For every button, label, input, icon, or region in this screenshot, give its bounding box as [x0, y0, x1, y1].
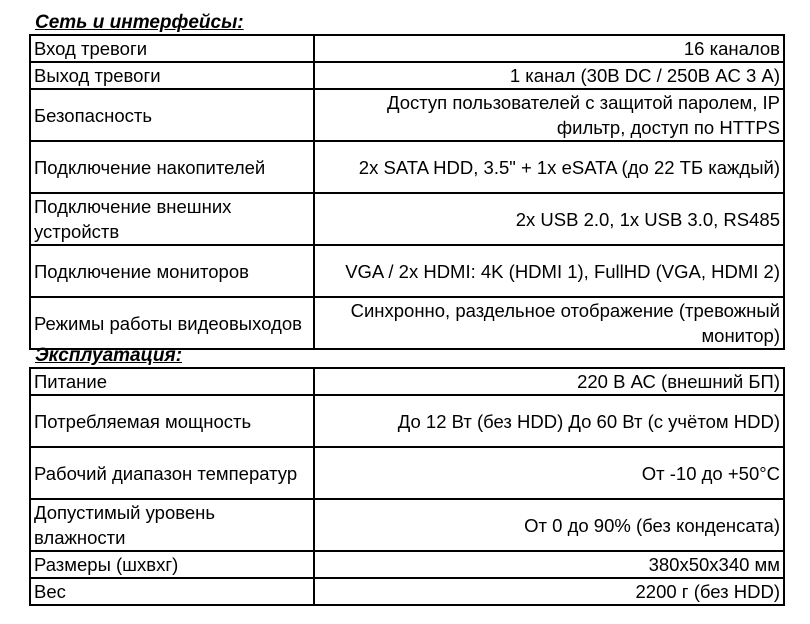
spec-label: Подключение мониторов: [30, 245, 314, 297]
spec-value: VGA / 2x HDMI: 4K (HDMI 1), FullHD (VGA, HDMI 2): [314, 245, 784, 297]
section-title-operation: Эксплуатация:: [35, 345, 183, 366]
table-row: [30, 447, 784, 499]
table-row: [30, 578, 784, 605]
spec-value: Синхронно, раздельное отображение (тревожный монитор): [314, 297, 784, 349]
spec-label: Потребляемая мощность: [30, 395, 314, 447]
spec-label: Вес: [30, 578, 314, 605]
spec-value: 380x50x340 мм: [314, 551, 784, 578]
network-spec-table: [29, 34, 785, 350]
spec-value: 2x USB 2.0, 1x USB 3.0, RS485: [314, 193, 784, 245]
operation-spec-table: [29, 367, 785, 606]
spec-label: Допустимый уровень влажности: [30, 499, 314, 551]
table-row: [30, 141, 784, 193]
spec-label: Вход тревоги: [30, 35, 314, 62]
spec-label: Безопасность: [30, 89, 314, 141]
spec-label: Рабочий диапазон температур: [30, 447, 314, 499]
section-title-network: Сеть и интерфейсы:: [35, 12, 244, 33]
table-row: [30, 245, 784, 297]
spec-label: Подключение накопителей: [30, 141, 314, 193]
table-row: [30, 193, 784, 245]
spec-value: От -10 до +50°С: [314, 447, 784, 499]
spec-value: Доступ пользователей с защитой паролем, IP фильтр, доступ по HTTPS: [314, 89, 784, 141]
spec-value: От 0 до 90% (без конденсата): [314, 499, 784, 551]
table-row: [30, 499, 784, 551]
table-row: [30, 395, 784, 447]
spec-value: 2200 г (без HDD): [314, 578, 784, 605]
spec-label: Режимы работы видеовыходов: [30, 297, 314, 349]
table-row: [30, 35, 784, 62]
spec-label: Выход тревоги: [30, 62, 314, 89]
spec-label: Питание: [30, 368, 314, 395]
spec-value: 220 В АС (внешний БП): [314, 368, 784, 395]
table-row: [30, 62, 784, 89]
table-row: [30, 551, 784, 578]
spec-value: 1 канал (30В DC / 250В AC 3 А): [314, 62, 784, 89]
spec-value: 2x SATA HDD, 3.5" + 1x eSATA (до 22 ТБ каждый): [314, 141, 784, 193]
spec-label: Размеры (шхвхг): [30, 551, 314, 578]
table-row: [30, 297, 784, 349]
table-row: [30, 89, 784, 141]
spec-value: До 12 Вт (без HDD) До 60 Вт (с учётом HDD): [314, 395, 784, 447]
spec-label: Подключение внешних устройств: [30, 193, 314, 245]
spec-value: 16 каналов: [314, 35, 784, 62]
table-row: [30, 368, 784, 395]
